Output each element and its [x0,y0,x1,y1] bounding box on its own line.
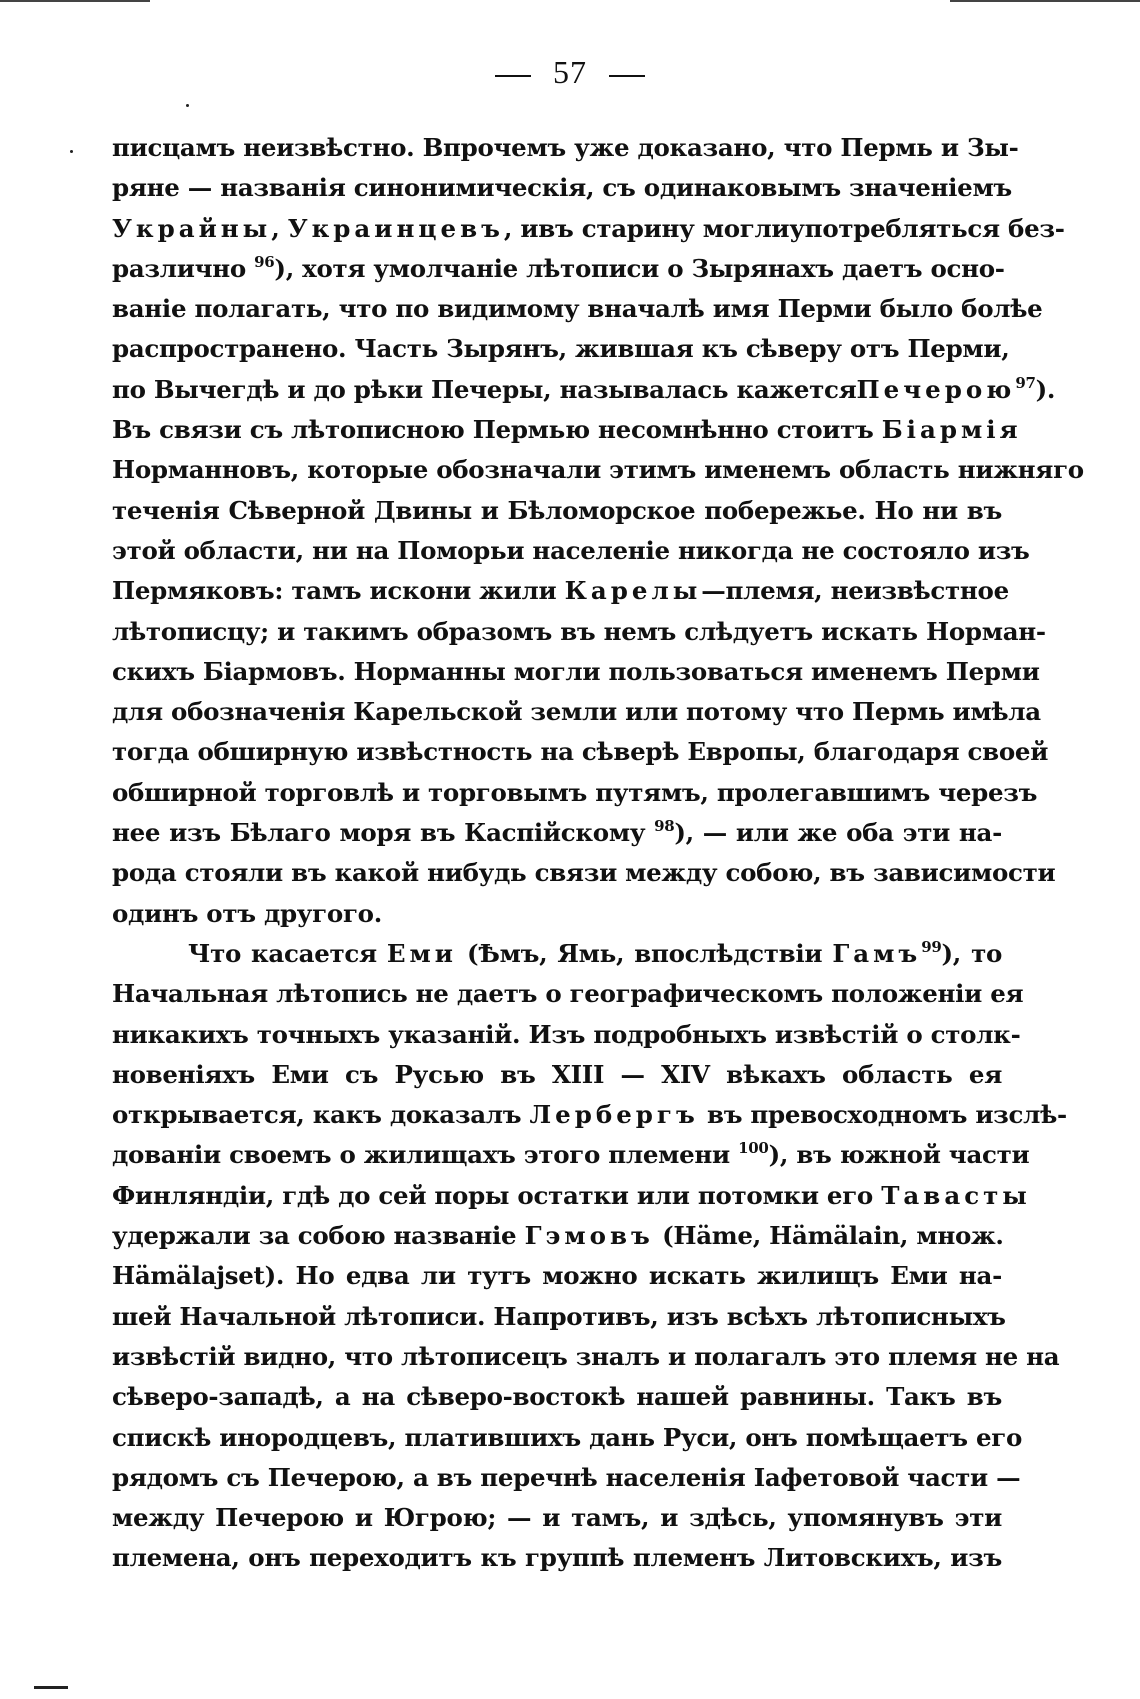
body-text [112,128,1084,1579]
text-fragment: —племя, неизвѣстное [701,576,1009,606]
text-line [112,813,1002,853]
text-fragment: , ивъ старину моглиупотребляться без- [503,213,1065,243]
ink-speck [70,150,73,153]
text-line [112,370,1056,410]
text-fragment: Что касается [188,938,387,968]
text-fragment: (Ѣмъ, Ямь, впослѣдствіи [456,938,833,968]
text-line [112,1216,1002,1256]
text-line [112,410,1022,450]
text-line: племена, онъ переходитъ къ группѣ племенъ Литовскихъ, изъ [112,1543,1002,1573]
text-line: распространено. Часть Зырянъ, жившая къ сѣверу отъ Перми, [112,334,1010,364]
text-line: ряне — названія синонимическія, съ одинаковымъ значеніемъ [112,173,1012,203]
text-fragment: (Häme, Hämälain, множ. [653,1221,1004,1251]
page-number [0,54,1140,91]
emphasized-name: Гэмовъ [524,1221,654,1251]
text-line: извѣстій видно, что лѣтописецъ зналъ и полагалъ это племя не на [112,1341,1060,1371]
text-line [112,571,1009,611]
text-fragment: Пермяковъ: тамъ искони жили [112,576,565,606]
text-fragment: различно [112,253,255,283]
top-left-rule [0,0,150,2]
text-line [112,1135,1030,1175]
ink-smudge [34,1686,68,1689]
footnote-ref: 100 [738,1139,769,1158]
text-fragment: по Вычегдѣ и до рѣки Печеры, называлась кажется [112,374,857,404]
emphasized-name: Печерою [856,374,1016,404]
emphasized-name: Украинцевъ [287,213,504,243]
text-line: ваніе полагать, что по видимому вначалѣ имя Перми было болѣе [112,294,1043,324]
text-line [112,1095,1067,1135]
text-fragment: ). [1035,374,1056,404]
emphasized-name: Украйны [112,213,272,243]
text-line: рядомъ съ Печерою, а въ перечнѣ населенія Іафетовой части — [112,1462,1021,1492]
emphasized-name: Тавасты [881,1180,1031,1210]
footnote-ref: 99 [921,937,942,956]
text-fragment: Финляндіи, гдѣ до сей поры остатки или потомки его [112,1180,882,1210]
text-line: этой области, ни на Поморьи населеніе никогда не состояло изъ [112,535,1030,565]
text-line: скихъ Біармовъ. Норманны могли пользоваться именемъ Перми [112,656,1040,686]
text-line: для обозначенія Карельской земли или потому что Пермь имѣла [112,697,1041,727]
text-line: новеніяхъ Еми съ Русью въ XIII — XIV вѣкахъ область ея [112,1059,1002,1089]
page-number-dash-left [495,75,531,77]
text-line: лѣтописцу; и такимъ образомъ въ немъ слѣдуетъ искать Норман- [112,616,1046,646]
text-fragment: въ превосходномъ изслѣ- [698,1100,1067,1130]
top-right-rule [950,0,1140,2]
text-fragment: ), хотя умолчаніе лѣтописи о Зырянахъ даетъ осно- [274,253,1005,283]
text-line: спискѣ инородцевъ, платившихъ дань Руси, онъ помѣщаетъ его [112,1422,1023,1452]
page-number-value: 57 [553,54,587,90]
text-line: рода стояли въ какой нибудь связи между собою, въ зависимости [112,858,1056,888]
footnote-ref: 98 [654,817,675,836]
text-line [112,1176,1031,1216]
text-line: Hämälajset). Но едва ли тутъ можно искать жилищъ Еми на- [112,1261,1002,1291]
text-line [112,249,1005,289]
text-line: Норманновъ, которые обозначали этимъ именемъ область нижняго [112,455,1084,485]
page-number-dash-right [609,75,645,77]
ink-speck [186,104,189,107]
emphasized-name: Карелы [564,576,702,606]
text-line: обширной торговлѣ и торговымъ путямъ, пролегавшимъ черезъ [112,777,1038,807]
text-fragment: открывается, какъ доказалъ [112,1100,530,1130]
text-line: писцамъ неизвѣстно. Впрочемъ уже доказано, что Пермь и Зы- [112,133,1019,162]
emphasized-name: Біармія [881,415,1022,445]
text-fragment: удержали за собою названіе [112,1221,525,1251]
text-line: шей Начальной лѣтописи. Напротивъ, изъ всѣхъ лѣтописныхъ [112,1301,1006,1331]
text-line: сѣверо-западѣ, а на сѣверо-востокѣ нашей равнины. Такъ въ [112,1382,1002,1412]
emphasized-name: Гамъ [832,938,922,968]
text-fragment: ), — или же оба эти на- [674,818,1002,848]
emphasized-name: Еми [386,938,457,968]
text-line: теченія Сѣверной Двины и Бѣломорское побережье. Но ни въ [112,495,1002,525]
text-line: никакихъ точныхъ указаній. Изъ подробныхъ извѣстій о столк- [112,1019,1021,1049]
text-fragment: ), въ южной части [768,1140,1030,1170]
text-fragment: , [271,213,288,243]
text-fragment: ), то [941,938,1002,968]
footnote-ref: 97 [1015,373,1036,392]
text-line: Начальная лѣтопись не даетъ о географическомъ положеніи ея [112,979,1024,1009]
text-line: тогда обширную извѣстность на сѣверѣ Европы, благодаря своей [112,737,1049,767]
text-line [112,209,1065,249]
text-line [112,934,1002,974]
text-line: одинъ отъ другого. [112,898,382,928]
text-fragment: дованіи своемъ о жилищахъ этого племени [112,1140,739,1170]
text-fragment: нее изъ Бѣлаго моря въ Каспійскому [112,818,655,848]
emphasized-name: Лербергъ [529,1100,699,1130]
text-fragment: Въ связи съ лѣтописною Пермью несомнѣнно стоитъ [112,415,882,445]
footnote-ref: 96 [254,252,275,271]
text-line: между Печерою и Югрою; — и тамъ, и здѣсь, упомянувъ эти [112,1503,1002,1533]
